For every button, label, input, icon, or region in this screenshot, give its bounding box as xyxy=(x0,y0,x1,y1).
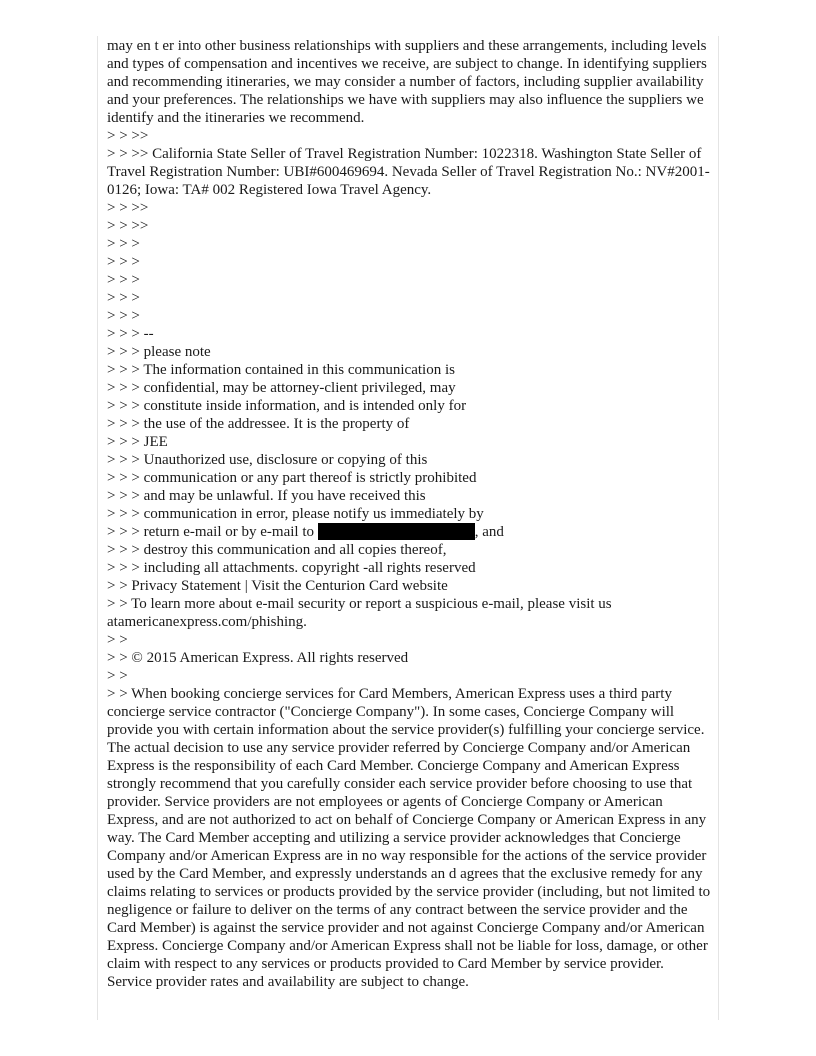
concierge-disclaimer-paragraph: > > When booking concierge services for Card Members, American Express uses a third party concierge service contractor ("Concierge Company"). In some cases, Concierge Company will provide you with certain information about the service provider(s) fulfilling your concierge service. The actual decision to use any service provider referred by Concierge Company and/or American Express is the responsibility of each Card Member. Concierge Company and American Express strongly recommend that you carefully consider each service provider before choosing to use that provider. Service providers are not employees or agents of Concierge Company or American Express, and are not authorized to act on behalf of Concierge Company or American Express in any way. The Card Member accepting and utilizing a service provider acknowledges that Concierge Company and/or American Express are in no way responsible for the actions of the service provider used by the Card Member, and expressly understands an d agrees that the exclusive remedy for any claims relating to services or products provided by the service provider (including, but not limited to negligence or failure to deliver on the terms of any contract between the service provider and the Card Member) is against the service provider and not against Concierge Company and/or American Express. Concierge Company and/or American Express shall not be liable for loss, damage, or other claim with respect to any services or products provided to Card Member by service provider. Service provider rates and availability are subject to change. xyxy=(107,686,711,990)
quote-line: > > > xyxy=(107,308,140,324)
quote-line: > > xyxy=(107,668,128,684)
disclaimer-line: > > > The information contained in this communication is xyxy=(107,362,455,378)
signature-separator: > > > -- xyxy=(107,326,154,342)
return-email-text: > > > return e-mail or by e-mail to xyxy=(107,524,318,540)
quote-line: > > > xyxy=(107,290,140,306)
copyright-line: > > © 2015 American Express. All rights reserved xyxy=(107,650,409,666)
return-email-suffix: , and xyxy=(474,524,504,540)
privacy-statement-line: > > Privacy Statement | Visit the Centurion Card website xyxy=(107,578,448,594)
disclaimer-line: > > > confidential, may be attorney-client privileged, may xyxy=(107,380,456,396)
disclaimer-line: > > > and may be unlawful. If you have received this xyxy=(107,488,426,504)
quote-line: > > > xyxy=(107,272,140,288)
supplier-relationships-paragraph: may en t er into other business relationships with suppliers and these arrangements, including levels and types of compensation and incentives we receive, are subject to change. In identifying suppliers and recommending itineraries, we may consider a number of factors, including supplier availability and your preferences. The relationships we have with suppliers may also influence the suppliers we identify and the itineraries we recommend. xyxy=(107,38,707,126)
disclaimer-line: > > > the use of the addressee. It is the property of xyxy=(107,416,410,432)
redacted-email xyxy=(318,523,475,540)
return-email-line xyxy=(107,523,711,541)
phishing-notice: > > To learn more about e-mail security or report a suspicious e-mail, please visit us atamericanexpress.com/phishing. xyxy=(107,596,612,630)
quote-line: > > > xyxy=(107,254,140,270)
quote-line: > > >> xyxy=(107,128,149,144)
disclaimer-line: > > > Unauthorized use, disclosure or copying of this xyxy=(107,452,428,468)
disclaimer-line: > > > please note xyxy=(107,344,211,360)
disclaimer-line: > > > destroy this communication and all copies thereof, xyxy=(107,542,447,558)
email-body xyxy=(107,37,711,991)
seller-of-travel-registration: > > >> California State Seller of Travel Registration Number: 1022318. Washington State Seller of Travel Registration Number: UBI#600469694. Nevada Seller of Travel Registration No.: NV#2001-0126; Iowa: TA# 002 Registered Iowa Travel Agency. xyxy=(107,146,710,198)
disclaimer-line: > > > communication or any part thereof is strictly prohibited xyxy=(107,470,477,486)
disclaimer-line: > > > communication in error, please notify us immediately by xyxy=(107,506,484,522)
quote-line: > > >> xyxy=(107,218,149,234)
quote-line: > > xyxy=(107,632,128,648)
disclaimer-line: > > > JEE xyxy=(107,434,168,450)
quote-line: > > >> xyxy=(107,200,149,216)
disclaimer-line: > > > including all attachments. copyright -all rights reserved xyxy=(107,560,476,576)
disclaimer-line: > > > constitute inside information, and is intended only for xyxy=(107,398,467,414)
quote-line: > > > xyxy=(107,236,140,252)
